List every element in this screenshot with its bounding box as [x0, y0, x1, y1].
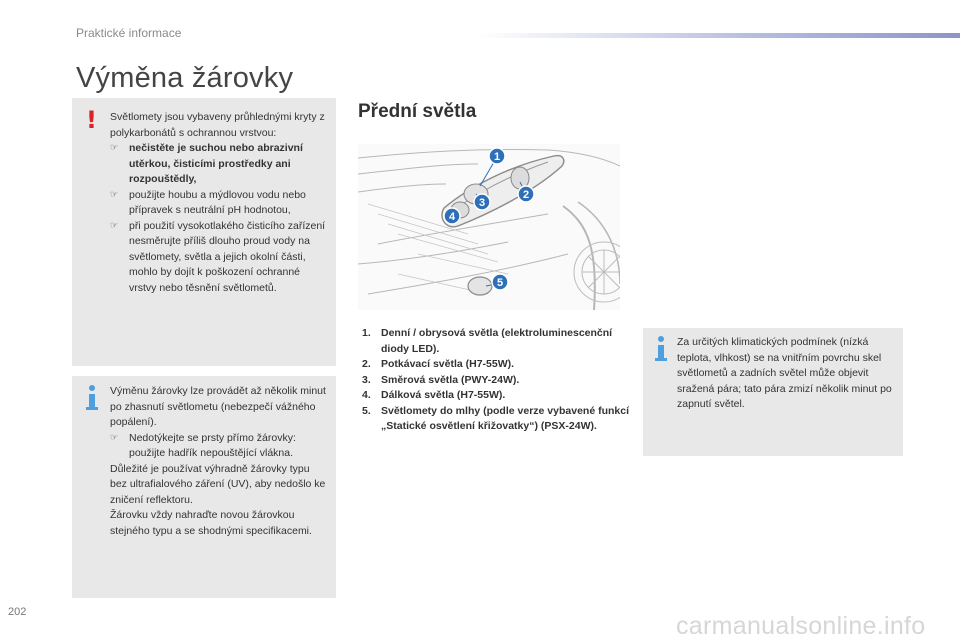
list-item: 4. Dálková světla (H7-55W). — [362, 389, 506, 401]
page-number: 202 — [8, 606, 27, 618]
list-item: 2. Potkávací světla (H7-55W). — [362, 358, 515, 370]
pointing-hand-icon: ☞ — [110, 143, 119, 153]
list-item: ☞ Nedotýkejte se prsty přímo žárovky: použijte hadřík nepouštějící vlákna. — [110, 431, 296, 459]
car-front-illustration — [358, 144, 620, 310]
list-item: 3. Směrová světla (PWY-24W). — [362, 373, 520, 386]
list-item: ☞ použijte houbu a mýdlovou vodu nebo přípravek s neutrální pH hodnotou, — [110, 188, 306, 216]
callout-3 — [474, 194, 490, 210]
warning-note-box — [72, 98, 336, 366]
bulb-bullet-list — [110, 431, 328, 462]
svg-text:5: 5 — [496, 277, 504, 289]
section-title: Přední světla — [358, 101, 477, 122]
page-title: Výměna žárovky — [76, 62, 294, 94]
front-lights-figure — [358, 144, 620, 310]
warning-exclamation-icon: ! — [86, 106, 97, 134]
list-item: 5. Světlomety do mlhy (podle verze vybavené funkcí „Statické osvětlení křižovatky“) (PSX-24W). — [362, 404, 629, 432]
condensation-text: Za určitých klimatických podmínek (nízká teplota, vlhkost) se na vnitřním povrchu skel světlometů a zadních světel může objevit sražená pára; tato pára zmizí několik minut po zapnutí světel. — [677, 336, 892, 410]
lamp-list — [362, 326, 632, 435]
svg-text:3: 3 — [478, 197, 486, 209]
watermark: carmanualsonline.info — [676, 612, 926, 640]
header-accent-bar — [480, 33, 960, 38]
svg-text:2: 2 — [522, 189, 530, 201]
warning-bullet-list — [110, 141, 328, 296]
bulb-paragraph-uv: Důležité je používat výhradně žárovky typu bez ultrafialového záření (UV), aby nedošlo ke zničení reflektoru. — [110, 462, 326, 506]
pointing-hand-icon: ☞ — [110, 220, 119, 231]
info-note-box-bulb — [72, 376, 336, 598]
info-note-box-condensation — [643, 328, 903, 456]
bulb-intro: Výměnu žárovky lze provádět až několik minut po zhasnutí světlometu (nebezpečí vážného popálení). — [110, 385, 326, 428]
pointing-hand-icon: ☞ — [110, 432, 119, 443]
list-item: ☞ nečistěte je suchou nebo abrazivní utěrkou, čisticími prostředky ani rozpouštědly, — [110, 142, 303, 185]
pointing-hand-icon: ☞ — [110, 189, 119, 200]
callout-4 — [444, 208, 460, 224]
list-item: ☞ při použití vysokotlakého čisticího zařízení nesměrujte příliš dlouho proud vody na světlomety, světla a jejich okolní části, mohlo by dojít k poškození ochranné vrstvy nebo těsnění světlometů. — [110, 219, 326, 294]
warning-intro: Světlomety jsou vybaveny průhlednými kryty z polykarbonátů s ochrannou vrstvou: — [110, 111, 325, 139]
info-icon — [85, 385, 99, 411]
header-section-label: Praktické informace — [76, 26, 182, 40]
info-icon — [654, 336, 668, 362]
bulb-paragraph-replace: Žárovku vždy nahraďte novou žárovkou stejného typu a se shodnými specifikacemi. — [110, 509, 312, 537]
list-item: 1. Denní / obrysová světla (elektroluminescenční diody LED). — [362, 327, 613, 355]
svg-text:4: 4 — [448, 211, 456, 223]
svg-text:1: 1 — [493, 151, 501, 163]
